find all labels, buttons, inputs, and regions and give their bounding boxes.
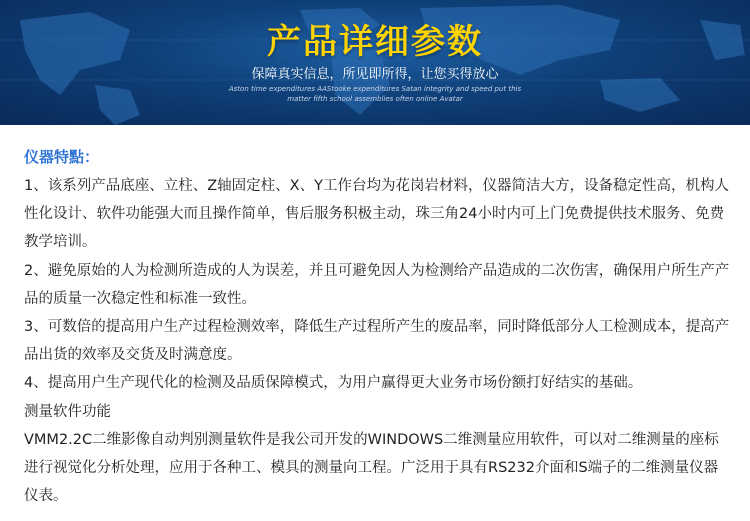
header-banner	[0, 0, 750, 125]
software-description: VMM2.2C二维影像自动判别测量软件是我公司开发的WINDOWS二维测量应用软件，可以对二维测量的座标进行视觉化分析处理，应用于各种工、模具的测量向工程。广泛用于具有RS232介面和S端子的二维测量仪器仪表。	[24, 431, 719, 505]
feature-paragraph-4: 4、提高用户生产现代化的检测及品质保障模式，为用户赢得更大业务市场份额打好结实的基础。	[24, 375, 643, 392]
banner-subtitle: 保障真实信息，所见即所得，让您买得放心	[251, 67, 499, 82]
banner-english-text	[0, 84, 750, 104]
product-description	[24, 146, 732, 510]
feature-paragraph-3: 3、可数倍的提高用户生产过程检测效率，降低生产过程所产生的废品率，同时降低部分人工检测成本，提高产品出货的效率及交货及时满意度。	[24, 319, 730, 364]
software-heading: 测量软件功能	[24, 403, 111, 420]
feature-paragraph-2: 2、避免原始的人为检测所造成的人为误差，并且可避免因人为检测给产品造成的二次伤害，确保用户所生产产品的质量一次稳定性和标准一致性。	[24, 262, 730, 307]
feature-paragraph-1: 1、该系列产品底座、立柱、Z轴固定柱、X、Y工作台均为花岗岩材料，仪器简洁大方，设备稳定性高，机构人性化设计、软件功能强大而且操作简单，售后服务积极主动，珠三角24小时内可上门免费提供技术服务、免费教学培训。	[24, 178, 729, 251]
page-title: 产品详细参数	[267, 22, 483, 62]
banner-english-line: matter fifth school assemblies often online Avatar	[287, 95, 463, 103]
section-title: 仪器特點：	[24, 148, 100, 166]
banner-english-line: Aston time expenditures AAStooke expenditures Satan integrity and speed put this	[228, 85, 522, 93]
